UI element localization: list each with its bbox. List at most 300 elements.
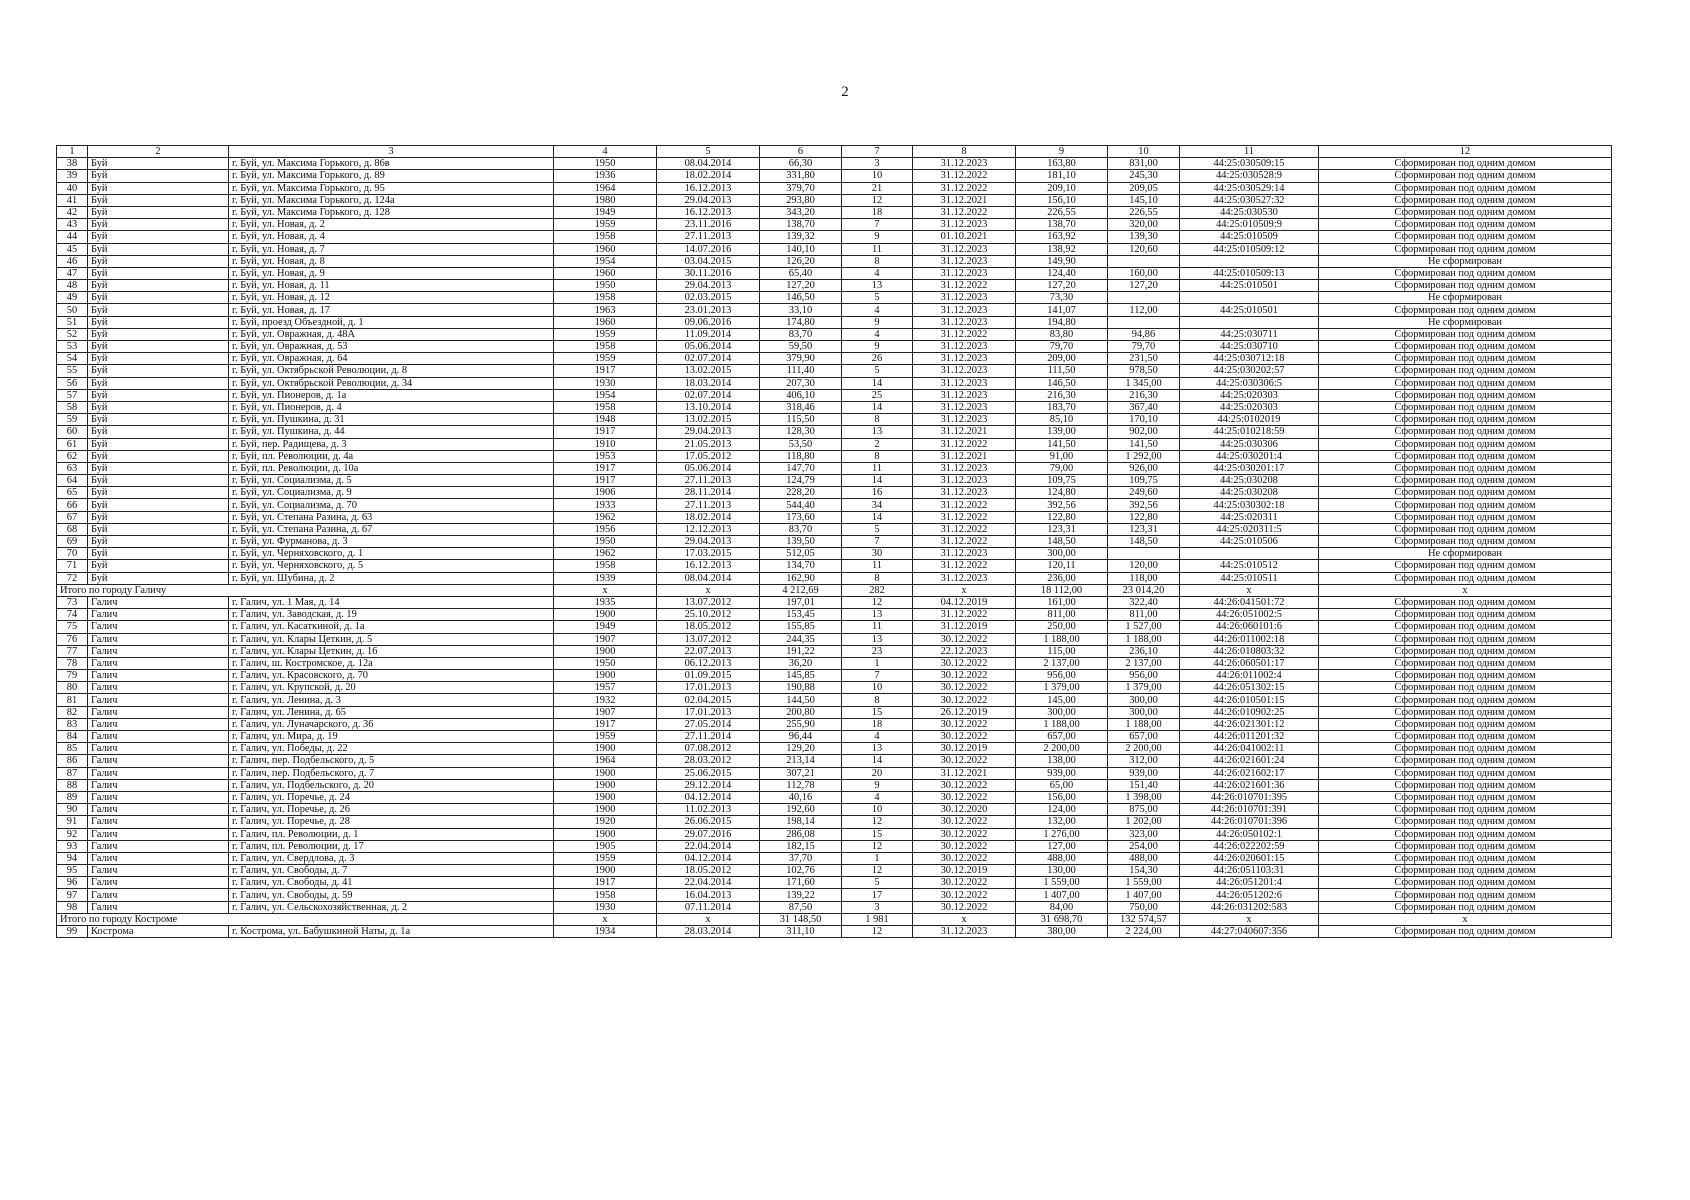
cadastral-number-cell: 44:25:020303 <box>1180 389 1319 401</box>
residents-cell: 13 <box>842 609 913 621</box>
date-cell: 02.04.2015 <box>657 694 760 706</box>
table-row <box>57 767 1612 779</box>
address-cell: г. Буй, ул. Новая, д. 9 <box>229 267 554 279</box>
address-cell: г. Галич, ул. Красовского, д. 70 <box>229 670 554 682</box>
deadline-cell: 31.12.2019 <box>913 621 1016 633</box>
deadline-cell: 31.12.2022 <box>913 182 1016 194</box>
land-area-cell: 978,50 <box>1108 365 1180 377</box>
residents-cell: 13 <box>842 633 913 645</box>
land-area-cell: 956,00 <box>1108 670 1180 682</box>
residents-cell: 10 <box>842 804 913 816</box>
date-cell: 28.03.2012 <box>657 755 760 767</box>
address-cell: г. Буй, ул. Максима Горького, д. 124а <box>229 194 554 206</box>
value-cell: 109,75 <box>1016 475 1108 487</box>
deadline-cell: 30.12.2022 <box>913 633 1016 645</box>
table-row <box>57 389 1612 401</box>
value-cell: 163,80 <box>1016 158 1108 170</box>
address-cell: г. Буй, ул. Пушкина, д. 31 <box>229 414 554 426</box>
area-cell: 112,78 <box>760 779 842 791</box>
land-status-cell: Сформирован под одним домом <box>1319 840 1612 852</box>
residents-cell: 26 <box>842 353 913 365</box>
area-cell: 139,32 <box>760 231 842 243</box>
date-cell: 18.02.2014 <box>657 511 760 523</box>
value-cell: 236,00 <box>1016 572 1108 584</box>
subtotal-cell: x <box>1180 584 1319 596</box>
deadline-cell: 30.12.2022 <box>913 670 1016 682</box>
table-row <box>57 828 1612 840</box>
city-cell: Галич <box>88 791 229 803</box>
subtotal-cell: 1 981 <box>842 913 913 925</box>
deadline-cell: 31.12.2021 <box>913 194 1016 206</box>
city-cell: Галич <box>88 621 229 633</box>
city-cell: Буй <box>88 401 229 413</box>
table-row <box>57 182 1612 194</box>
address-cell: г. Буй, ул. Фурманова, д. 3 <box>229 536 554 548</box>
value-cell: 183,70 <box>1016 401 1108 413</box>
table-row <box>57 804 1612 816</box>
city-cell: Галич <box>88 816 229 828</box>
table-row <box>57 852 1612 864</box>
land-status-cell: Сформирован под одним домом <box>1319 450 1612 462</box>
land-area-cell: 160,00 <box>1108 267 1180 279</box>
area-cell: 174,80 <box>760 316 842 328</box>
residents-cell: 20 <box>842 767 913 779</box>
date-cell: 08.04.2014 <box>657 158 760 170</box>
table-row <box>57 877 1612 889</box>
row-number-cell: 96 <box>57 877 88 889</box>
cadastral-number-cell: 44:25:010509:12 <box>1180 243 1319 255</box>
table-row <box>57 267 1612 279</box>
date-cell: 28.03.2014 <box>657 926 760 938</box>
address-cell: г. Буй, ул. Максима Горького, д. 95 <box>229 182 554 194</box>
land-area-cell: 249,60 <box>1108 487 1180 499</box>
row-number-cell: 58 <box>57 401 88 413</box>
residents-cell: 15 <box>842 706 913 718</box>
area-cell: 307,21 <box>760 767 842 779</box>
address-cell: г. Галич, пер. Подбельского, д. 7 <box>229 767 554 779</box>
land-status-cell: Сформирован под одним домом <box>1319 206 1612 218</box>
table-row <box>57 365 1612 377</box>
year-built-cell: 1950 <box>554 158 657 170</box>
table-row <box>57 219 1612 231</box>
deadline-cell: 31.12.2023 <box>913 414 1016 426</box>
land-area-cell: 831,00 <box>1108 158 1180 170</box>
land-status-cell: Сформирован под одним домом <box>1319 560 1612 572</box>
area-cell: 145,85 <box>760 670 842 682</box>
address-cell: г. Буй, ул. Социализма, д. 9 <box>229 487 554 499</box>
residents-cell: 2 <box>842 438 913 450</box>
address-cell: г. Буй, ул. Пионеров, д. 1а <box>229 389 554 401</box>
city-cell: Буй <box>88 304 229 316</box>
city-cell: Буй <box>88 206 229 218</box>
address-cell: г. Галич, ул. Ленина, д. 65 <box>229 706 554 718</box>
date-cell: 02.03.2015 <box>657 292 760 304</box>
value-cell: 226,55 <box>1016 206 1108 218</box>
date-cell: 02.07.2014 <box>657 353 760 365</box>
address-cell: г. Галич, ул. Заводская, д. 19 <box>229 609 554 621</box>
land-area-cell: 112,00 <box>1108 304 1180 316</box>
address-cell: г. Буй, ул. Овражная, д. 64 <box>229 353 554 365</box>
area-cell: 198,14 <box>760 816 842 828</box>
value-cell: 300,00 <box>1016 548 1108 560</box>
cadastral-number-cell: 44:26:022202:59 <box>1180 840 1319 852</box>
value-cell: 65,00 <box>1016 779 1108 791</box>
area-cell: 66,30 <box>760 158 842 170</box>
cadastral-number-cell: 44:25:010509:9 <box>1180 219 1319 231</box>
area-cell: 153,45 <box>760 609 842 621</box>
land-status-cell: Сформирован под одним домом <box>1319 645 1612 657</box>
address-cell: г. Буй, ул. Октябрьской Революции, д. 8 <box>229 365 554 377</box>
row-number-cell: 66 <box>57 499 88 511</box>
residents-cell: 25 <box>842 389 913 401</box>
land-area-cell: 2 137,00 <box>1108 657 1180 669</box>
table-row <box>57 499 1612 511</box>
land-area-cell: 323,00 <box>1108 828 1180 840</box>
year-built-cell: 1959 <box>554 328 657 340</box>
address-cell: г. Буй, ул. Новая, д. 2 <box>229 219 554 231</box>
row-number-cell: 89 <box>57 791 88 803</box>
city-cell: Буй <box>88 414 229 426</box>
date-cell: 25.06.2015 <box>657 767 760 779</box>
date-cell: 13.02.2015 <box>657 365 760 377</box>
date-cell: 27.05.2014 <box>657 718 760 730</box>
city-cell: Галич <box>88 828 229 840</box>
city-cell: Галич <box>88 657 229 669</box>
area-cell: 129,20 <box>760 743 842 755</box>
deadline-cell: 30.12.2019 <box>913 743 1016 755</box>
year-built-cell: 1936 <box>554 170 657 182</box>
land-area-cell: 750,00 <box>1108 901 1180 913</box>
city-cell: Кострома <box>88 926 229 938</box>
date-cell: 03.04.2015 <box>657 255 760 267</box>
cadastral-number-cell: 44:26:010501:15 <box>1180 694 1319 706</box>
cadastral-number-cell <box>1180 255 1319 267</box>
city-cell: Буй <box>88 219 229 231</box>
value-cell: 132,00 <box>1016 816 1108 828</box>
residents-cell: 12 <box>842 194 913 206</box>
area-cell: 200,80 <box>760 706 842 718</box>
cadastral-number-cell: 44:26:060501:17 <box>1180 657 1319 669</box>
year-built-cell: 1910 <box>554 438 657 450</box>
cadastral-number-cell: 44:25:010511 <box>1180 572 1319 584</box>
subtotal-cell: x <box>1319 584 1612 596</box>
address-cell: г. Галич, ул. Победы, д. 22 <box>229 743 554 755</box>
table-row <box>57 548 1612 560</box>
deadline-cell: 31.12.2022 <box>913 536 1016 548</box>
cadastral-number-cell: 44:25:030711 <box>1180 328 1319 340</box>
area-cell: 197,01 <box>760 596 842 608</box>
date-cell: 22.04.2014 <box>657 840 760 852</box>
year-built-cell: 1960 <box>554 316 657 328</box>
residents-cell: 18 <box>842 206 913 218</box>
date-cell: 22.07.2013 <box>657 645 760 657</box>
area-cell: 139,50 <box>760 536 842 548</box>
cadastral-number-cell: 44:25:010509:13 <box>1180 267 1319 279</box>
column-number-header-row <box>57 146 1612 158</box>
table-row <box>57 414 1612 426</box>
area-cell: 140,10 <box>760 243 842 255</box>
deadline-cell: 31.12.2022 <box>913 438 1016 450</box>
date-cell: 08.04.2014 <box>657 572 760 584</box>
year-built-cell: 1957 <box>554 682 657 694</box>
land-status-cell: Сформирован под одним домом <box>1319 487 1612 499</box>
city-cell: Буй <box>88 280 229 292</box>
area-cell: 343,20 <box>760 206 842 218</box>
column-header: 6 <box>760 146 842 158</box>
deadline-cell: 26.12.2019 <box>913 706 1016 718</box>
city-cell: Буй <box>88 158 229 170</box>
year-built-cell: 1959 <box>554 731 657 743</box>
row-number-cell: 75 <box>57 621 88 633</box>
column-header: 3 <box>229 146 554 158</box>
table-row <box>57 231 1612 243</box>
table-row <box>57 926 1612 938</box>
area-cell: 37,70 <box>760 852 842 864</box>
row-number-cell: 92 <box>57 828 88 840</box>
value-cell: 84,00 <box>1016 901 1108 913</box>
cadastral-number-cell: 44:26:021602:17 <box>1180 767 1319 779</box>
residents-cell: 1 <box>842 852 913 864</box>
land-area-cell: 392,56 <box>1108 499 1180 511</box>
city-cell: Буй <box>88 389 229 401</box>
row-number-cell: 62 <box>57 450 88 462</box>
year-built-cell: 1907 <box>554 706 657 718</box>
land-area-cell <box>1108 548 1180 560</box>
area-cell: 171,60 <box>760 877 842 889</box>
land-status-cell: Сформирован под одним домом <box>1319 633 1612 645</box>
date-cell: 18.05.2012 <box>657 865 760 877</box>
date-cell: 28.11.2014 <box>657 487 760 499</box>
date-cell: 04.12.2014 <box>657 852 760 864</box>
subtotal-row <box>57 913 1612 925</box>
subtotal-row <box>57 584 1612 596</box>
table-row <box>57 401 1612 413</box>
value-cell: 127,20 <box>1016 280 1108 292</box>
year-built-cell: 1950 <box>554 536 657 548</box>
year-built-cell: 1962 <box>554 548 657 560</box>
year-built-cell: 1917 <box>554 365 657 377</box>
land-status-cell: Сформирован под одним домом <box>1319 341 1612 353</box>
land-status-cell: Не сформирован <box>1319 548 1612 560</box>
value-cell: 79,70 <box>1016 341 1108 353</box>
area-cell: 102,76 <box>760 865 842 877</box>
table-row <box>57 341 1612 353</box>
row-number-cell: 98 <box>57 901 88 913</box>
land-status-cell: Сформирован под одним домом <box>1319 731 1612 743</box>
table-row <box>57 609 1612 621</box>
row-number-cell: 85 <box>57 743 88 755</box>
area-cell: 379,70 <box>760 182 842 194</box>
year-built-cell: 1962 <box>554 511 657 523</box>
deadline-cell: 31.12.2023 <box>913 548 1016 560</box>
deadline-cell: 30.12.2022 <box>913 755 1016 767</box>
deadline-cell: 31.12.2023 <box>913 292 1016 304</box>
year-built-cell: 1953 <box>554 450 657 462</box>
value-cell: 123,31 <box>1016 523 1108 535</box>
city-cell: Буй <box>88 499 229 511</box>
land-area-cell: 2 224,00 <box>1108 926 1180 938</box>
cadastral-number-cell: 44:25:020311:5 <box>1180 523 1319 535</box>
land-status-cell: Сформирован под одним домом <box>1319 304 1612 316</box>
row-number-cell: 97 <box>57 889 88 901</box>
value-cell: 156,00 <box>1016 791 1108 803</box>
residents-cell: 9 <box>842 341 913 353</box>
residents-cell: 14 <box>842 401 913 413</box>
city-cell: Буй <box>88 341 229 353</box>
deadline-cell: 31.12.2023 <box>913 304 1016 316</box>
cadastral-number-cell: 44:26:041501:72 <box>1180 596 1319 608</box>
land-area-cell <box>1108 255 1180 267</box>
deadline-cell: 30.12.2022 <box>913 889 1016 901</box>
land-area-cell: 1 345,00 <box>1108 377 1180 389</box>
table-row <box>57 438 1612 450</box>
cadastral-number-cell: 44:25:030202:57 <box>1180 365 1319 377</box>
land-status-cell: Сформирован под одним домом <box>1319 511 1612 523</box>
row-number-cell: 48 <box>57 280 88 292</box>
residents-cell: 9 <box>842 231 913 243</box>
column-header: 2 <box>88 146 229 158</box>
area-cell: 162,90 <box>760 572 842 584</box>
address-cell: г. Галич, пл. Революции, д. 1 <box>229 828 554 840</box>
value-cell: 122,80 <box>1016 511 1108 523</box>
address-cell: г. Буй, ул. Новая, д. 12 <box>229 292 554 304</box>
table-row <box>57 487 1612 499</box>
value-cell: 148,50 <box>1016 536 1108 548</box>
value-cell: 488,00 <box>1016 852 1108 864</box>
area-cell: 128,30 <box>760 426 842 438</box>
cadastral-number-cell: 44:25:010512 <box>1180 560 1319 572</box>
residents-cell: 4 <box>842 731 913 743</box>
land-area-cell: 145,10 <box>1108 194 1180 206</box>
land-area-cell: 245,30 <box>1108 170 1180 182</box>
area-cell: 173,60 <box>760 511 842 523</box>
land-status-cell: Сформирован под одним домом <box>1319 828 1612 840</box>
land-area-cell: 151,40 <box>1108 779 1180 791</box>
row-number-cell: 45 <box>57 243 88 255</box>
year-built-cell: 1960 <box>554 267 657 279</box>
deadline-cell: 31.12.2021 <box>913 767 1016 779</box>
area-cell: 83,70 <box>760 523 842 535</box>
deadline-cell: 01.10.2021 <box>913 231 1016 243</box>
land-area-cell: 1 398,00 <box>1108 791 1180 803</box>
residents-cell: 14 <box>842 511 913 523</box>
address-cell: г. Буй, ул. Новая, д. 17 <box>229 304 554 316</box>
value-cell: 79,00 <box>1016 462 1108 474</box>
land-status-cell: Сформирован под одним домом <box>1319 621 1612 633</box>
land-status-cell: Сформирован под одним домом <box>1319 706 1612 718</box>
year-built-cell: 1907 <box>554 633 657 645</box>
land-status-cell: Сформирован под одним домом <box>1319 426 1612 438</box>
date-cell: 29.04.2013 <box>657 536 760 548</box>
land-area-cell: 300,00 <box>1108 694 1180 706</box>
address-cell: г. Буй, ул. Степана Разина, д. 67 <box>229 523 554 535</box>
land-status-cell: Сформирован под одним домом <box>1319 767 1612 779</box>
year-built-cell: 1963 <box>554 304 657 316</box>
year-built-cell: 1960 <box>554 243 657 255</box>
row-number-cell: 46 <box>57 255 88 267</box>
land-area-cell: 322,40 <box>1108 596 1180 608</box>
date-cell: 29.04.2013 <box>657 426 760 438</box>
deadline-cell: 30.12.2022 <box>913 828 1016 840</box>
date-cell: 13.10.2014 <box>657 401 760 413</box>
residents-cell: 10 <box>842 170 913 182</box>
row-number-cell: 84 <box>57 731 88 743</box>
area-cell: 228,20 <box>760 487 842 499</box>
row-number-cell: 90 <box>57 804 88 816</box>
row-number-cell: 78 <box>57 657 88 669</box>
subtotal-cell: x <box>554 584 657 596</box>
value-cell: 124,00 <box>1016 804 1108 816</box>
value-cell: 139,00 <box>1016 426 1108 438</box>
deadline-cell: 30.12.2022 <box>913 779 1016 791</box>
land-status-cell: Сформирован под одним домом <box>1319 377 1612 389</box>
row-number-cell: 73 <box>57 596 88 608</box>
land-status-cell: Сформирован под одним домом <box>1319 670 1612 682</box>
date-cell: 07.08.2012 <box>657 743 760 755</box>
land-status-cell: Сформирован под одним домом <box>1319 414 1612 426</box>
area-cell: 182,15 <box>760 840 842 852</box>
value-cell: 194,80 <box>1016 316 1108 328</box>
row-number-cell: 76 <box>57 633 88 645</box>
city-cell: Буй <box>88 487 229 499</box>
deadline-cell: 31.12.2023 <box>913 316 1016 328</box>
table-row <box>57 328 1612 340</box>
address-cell: г. Галич, ул. Поречье, д. 28 <box>229 816 554 828</box>
residents-cell: 15 <box>842 828 913 840</box>
subtotal-label: Итого по городу Костроме <box>57 913 554 925</box>
subtotal-cell: x <box>1319 913 1612 925</box>
area-cell: 115,50 <box>760 414 842 426</box>
city-cell: Буй <box>88 426 229 438</box>
value-cell: 163,92 <box>1016 231 1108 243</box>
date-cell: 27.11.2013 <box>657 475 760 487</box>
year-built-cell: 1959 <box>554 353 657 365</box>
land-area-cell: 209,05 <box>1108 182 1180 194</box>
year-built-cell: 1900 <box>554 828 657 840</box>
page-number: 2 <box>841 84 849 100</box>
city-cell: Буй <box>88 560 229 572</box>
year-built-cell: 1917 <box>554 877 657 889</box>
address-cell: г. Галич, ул. Поречье, д. 24 <box>229 791 554 803</box>
date-cell: 17.01.2013 <box>657 682 760 694</box>
cadastral-number-cell: 44:26:041002:11 <box>1180 743 1319 755</box>
area-cell: 134,70 <box>760 560 842 572</box>
deadline-cell: 31.12.2022 <box>913 511 1016 523</box>
city-cell: Буй <box>88 523 229 535</box>
date-cell: 27.11.2014 <box>657 731 760 743</box>
value-cell: 83,80 <box>1016 328 1108 340</box>
year-built-cell: 1917 <box>554 426 657 438</box>
row-number-cell: 47 <box>57 267 88 279</box>
date-cell: 29.04.2013 <box>657 280 760 292</box>
land-area-cell: 170,10 <box>1108 414 1180 426</box>
table-row <box>57 523 1612 535</box>
deadline-cell: 30.12.2022 <box>913 718 1016 730</box>
value-cell: 115,00 <box>1016 645 1108 657</box>
row-number-cell: 86 <box>57 755 88 767</box>
city-cell: Галич <box>88 889 229 901</box>
land-status-cell: Сформирован под одним домом <box>1319 170 1612 182</box>
table-row <box>57 718 1612 730</box>
residents-cell: 3 <box>842 901 913 913</box>
value-cell: 85,10 <box>1016 414 1108 426</box>
city-cell: Буй <box>88 353 229 365</box>
date-cell: 29.12.2014 <box>657 779 760 791</box>
deadline-cell: 31.12.2023 <box>913 377 1016 389</box>
date-cell: 05.06.2014 <box>657 341 760 353</box>
residents-cell: 14 <box>842 475 913 487</box>
residents-cell: 16 <box>842 487 913 499</box>
